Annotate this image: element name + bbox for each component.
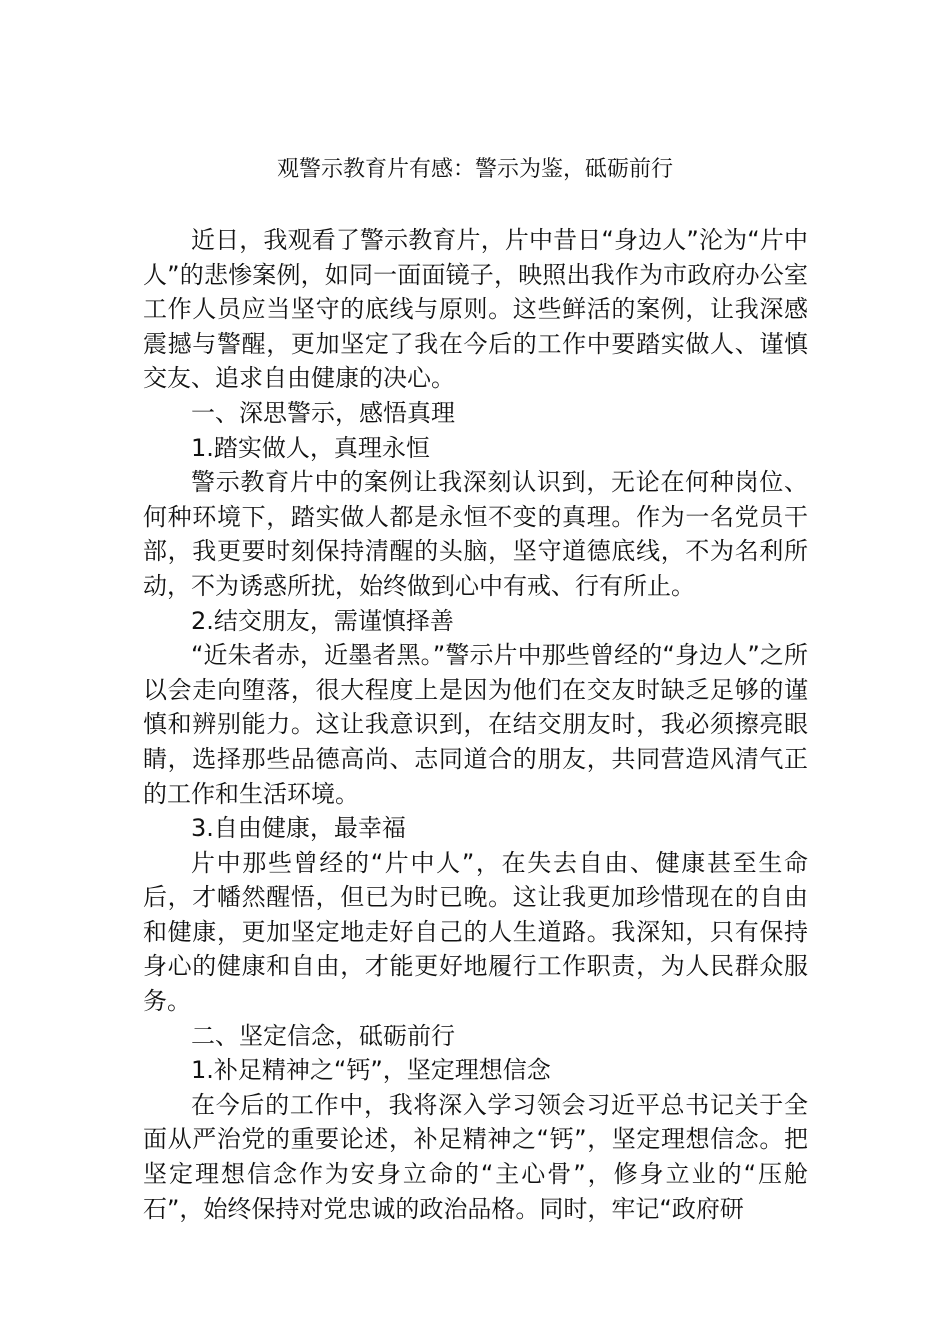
subheading-1-3: 3.自由健康，最幸福 (191, 814, 406, 843)
subheading-1-2: 2.结交朋友，需谨慎择善 (191, 606, 454, 635)
section-heading-2: 二、坚定信念，砥砺前行 (191, 1021, 455, 1050)
subheading-2-1: 1.补足精神之“钙”，坚定理想信念 (191, 1056, 551, 1085)
paragraph: 片中那些曾经的“片中人”，在失去自由、健康甚至生命后，才幡然醒悟，但已为时已晚。这让我更加珍惜现在的自由和健康，更加坚定地走好自己的人生道路。我深知，只有保持身心的健康和自由，才能更好地履行工作职责，为人民群众服务。 (143, 848, 808, 1016)
paragraph: “近朱者赤，近墨者黑。”警示片中那些曾经的“身边人”之所以会走向堕落，很大程度上是因为他们在交友时缺乏足够的谨慎和辨别能力。这让我意识到，在结交朋友时，我必须擦亮眼睛，选择那些品德高尚、志同道合的朋友，共同营造风清气正的工作和生活环境。 (143, 641, 808, 808)
section-heading-1: 一、深思警示，感悟真理 (191, 398, 455, 427)
document-title: 观警示教育片有感：警示为鉴，砥砺前行 (276, 157, 673, 182)
paragraph: 警示教育片中的案例让我深刻认识到，无论在何种岗位、何种环境下，踏实做人都是永恒不变的真理。作为一名党员干部，我更要时刻保持清醒的头脑，坚守道德底线，不为名利所动，不为诱惑所扰，始终做到心中有戒、行有所止。 (143, 468, 808, 600)
paragraph: 在今后的工作中，我将深入学习领会习近平总书记关于全面从严治党的重要论述，补足精神之“钙”，坚定理想信念。把坚定理想信念作为安身立命的“主心骨”，修身立业的“压舱石”，始终保持对党忠诚的政治品格。同时，牢记“政府研 (143, 1090, 808, 1223)
document-body (143, 223, 808, 1226)
paragraph-intro: 近日，我观看了警示教育片，片中昔日“身边人”沦为“片中人”的悲惨案例，如同一面面镜子，映照出我作为市政府办公室工作人员应当坚守的底线与原则。这些鲜活的案例，让我深感震撼与警醒，更加坚定了我在今后的工作中要踏实做人、谨慎交友、追求自由健康的决心。 (143, 226, 808, 393)
subheading-1-1: 1.踏实做人，真理永恒 (191, 433, 430, 462)
